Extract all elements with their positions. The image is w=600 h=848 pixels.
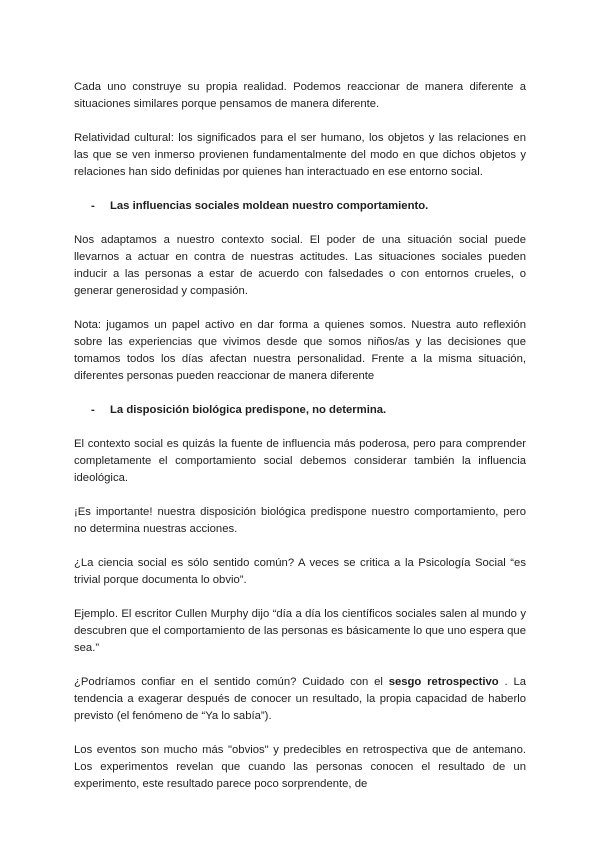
bullet-dash: - (91, 404, 95, 416)
paragraph-common-sense-question: ¿La ciencia social es sólo sentido común? A veces se critica a la Psicología Social “es trivial porque documenta lo obvio”. (74, 557, 526, 586)
paragraph-example: Ejemplo. El escritor Cullen Murphy dijo “día a día los científicos sociales salen al mundo y descubren que el comportamiento de las personas es básicamente lo que uno espera que sea.” (74, 608, 526, 654)
hindsight-text-after: . La tendencia a exagerar después de conocer un resultado, la propia capacidad de haberlo previsto (el fenómeno de “Ya lo sabía”). (74, 676, 527, 722)
bullet-text: La disposición biológica predispone, no determina. (110, 404, 387, 416)
bullet-dash: - (91, 200, 95, 212)
paragraph-social-context-influence: El contexto social es quizás la fuente de influencia más poderosa, pero para comprender completamente el comportamiento social debemos considerar también la influencia ideológica. (74, 438, 526, 484)
document-body (74, 79, 526, 810)
hindsight-term: sesgo retrospectivo (388, 676, 499, 688)
paragraph-social-context: Nos adaptamos a nuestro contexto social. El poder de una situación social puede llevarnos a actuar en contra de nuestras actitudes. Las situaciones sociales pueden inducir a las personas a estar de acuerdo con falsedades o con entornos crueles, o generar generosidad y compasión. (74, 234, 526, 297)
bullet-biological-disposition (91, 402, 526, 419)
hindsight-text-before: ¿Podríamos confiar en el sentido común? Cuidado con el (74, 676, 389, 688)
paragraph-hindsight-bias (74, 674, 526, 725)
paragraph-obvious-events: Los eventos son mucho más "obvios" y predecibles en retrospectiva que de antemano. Los experimentos revelan que cuando las personas conocen el resultado de un experimento, este resultado parece poco sorprendente, de (74, 744, 526, 790)
paragraph-note: Nota: jugamos un papel activo en dar forma a quienes somos. Nuestra auto reflexión sobre las experiencias que vivimos desde que somos niños/as y las decisiones que tomamos todos los días afectan nuestra personalidad. Frente a la misma situación, diferentes personas pueden reaccionar de manera diferente (74, 319, 526, 382)
bullet-social-influences (91, 198, 526, 215)
paragraph-own-reality: Cada uno construye su propia realidad. Podemos reaccionar de manera diferente a situaciones similares porque pensamos de manera diferente. (74, 81, 526, 110)
paragraph-cultural-relativity: Relatividad cultural: los significados para el ser humano, los objetos y las relaciones en las que se ven inmerso provienen fundamentalmente del modo en que dichos objetos y relaciones han sido definidas por quienes han interactuado en ese entorno social. (74, 132, 526, 178)
bullet-text: Las influencias sociales moldean nuestro comportamiento. (110, 200, 429, 212)
paragraph-important: ¡Es importante! nuestra disposición biológica predispone nuestro comportamiento, pero no determina nuestras acciones. (74, 506, 526, 535)
